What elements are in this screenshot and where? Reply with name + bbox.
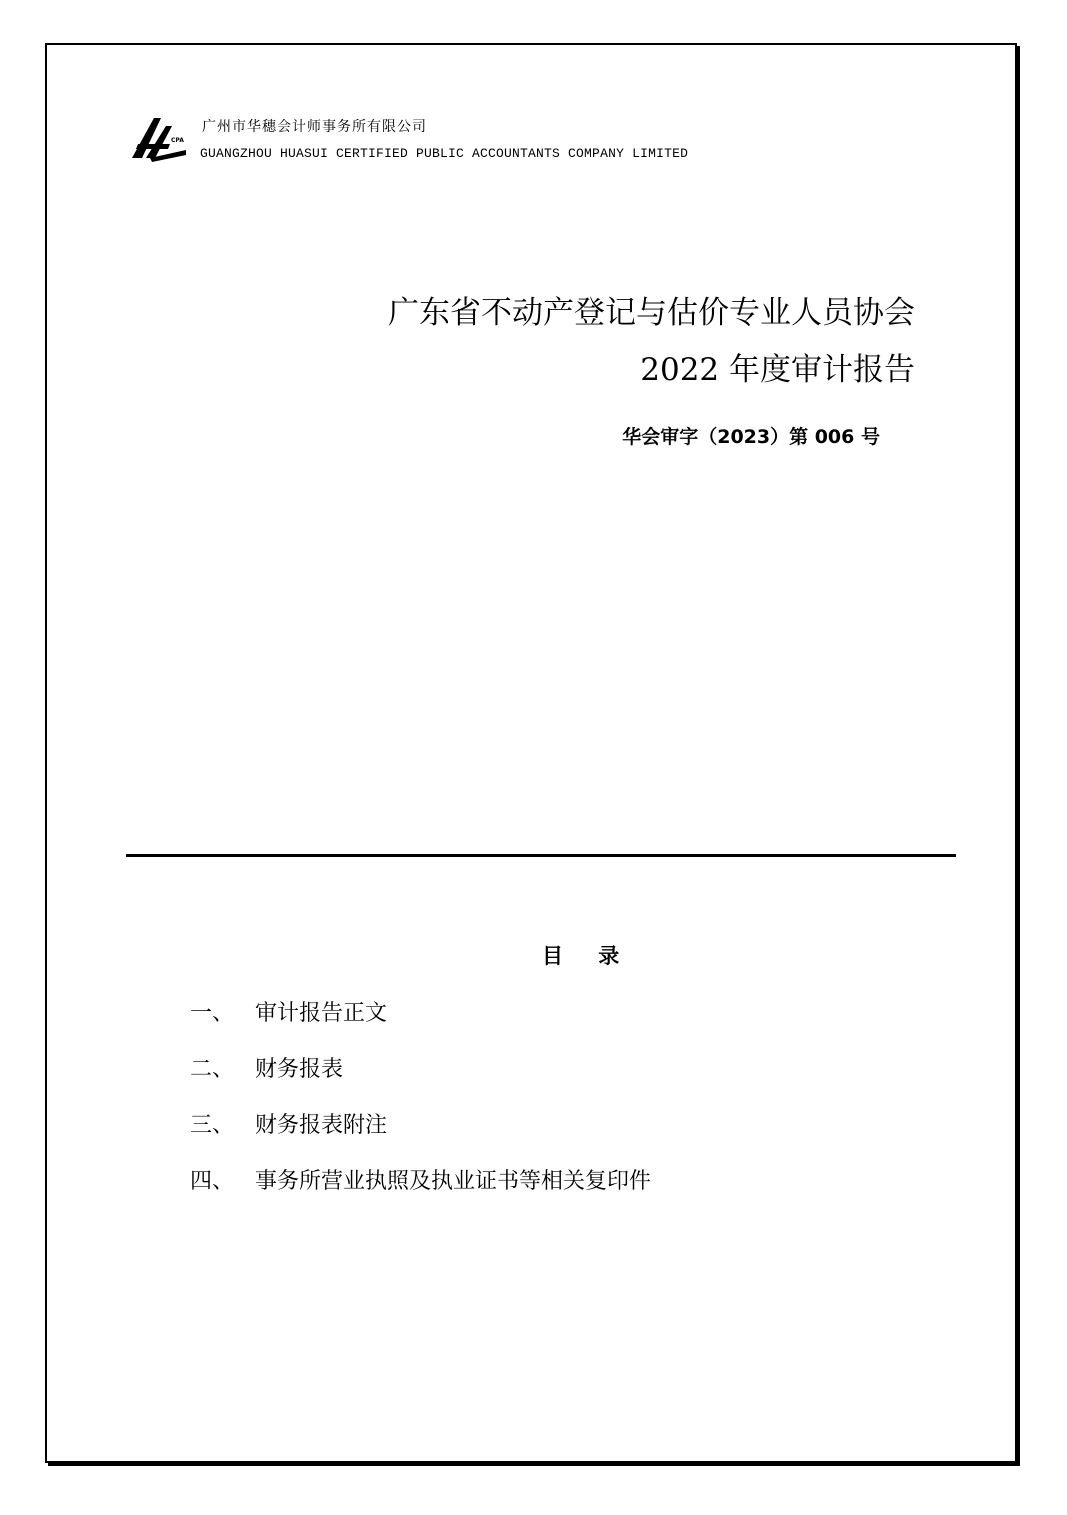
huasui-cpa-logo-icon [130, 112, 188, 162]
firm-name-english: GUANGZHOU HUASUI CERTIFIED PUBLIC ACCOUNTANTS COMPANY LIMITED [200, 146, 689, 161]
toc-heading: 目 录 [542, 944, 634, 968]
toc-item-number: 一、 [190, 1001, 235, 1026]
horizontal-divider [126, 854, 956, 857]
toc-item-1 [190, 996, 387, 1027]
page-border [45, 43, 1017, 1463]
toc-item-4 [190, 1164, 651, 1195]
toc-item-label: 审计报告正文 [255, 1001, 388, 1026]
toc-item-number: 四、 [190, 1169, 235, 1194]
toc-item-label: 财务报表附注 [255, 1113, 388, 1138]
toc-item-2 [190, 1052, 343, 1083]
toc-item-label: 财务报表 [255, 1057, 344, 1082]
toc-item-3 [190, 1108, 387, 1139]
report-title-line2: 2022 年度审计报告 [640, 352, 915, 388]
toc-item-number: 二、 [190, 1057, 235, 1082]
report-document-number: 华会审字（2023）第 006 号 [622, 426, 880, 448]
svg-text:CPA: CPA [171, 137, 184, 144]
report-title-line1: 广东省不动产登记与估价专业人员协会 [388, 295, 915, 331]
toc-item-label: 事务所营业执照及执业证书等相关复印件 [255, 1169, 652, 1194]
firm-name-chinese: 广州市华穗会计师事务所有限公司 [202, 119, 427, 135]
toc-item-number: 三、 [190, 1113, 235, 1138]
